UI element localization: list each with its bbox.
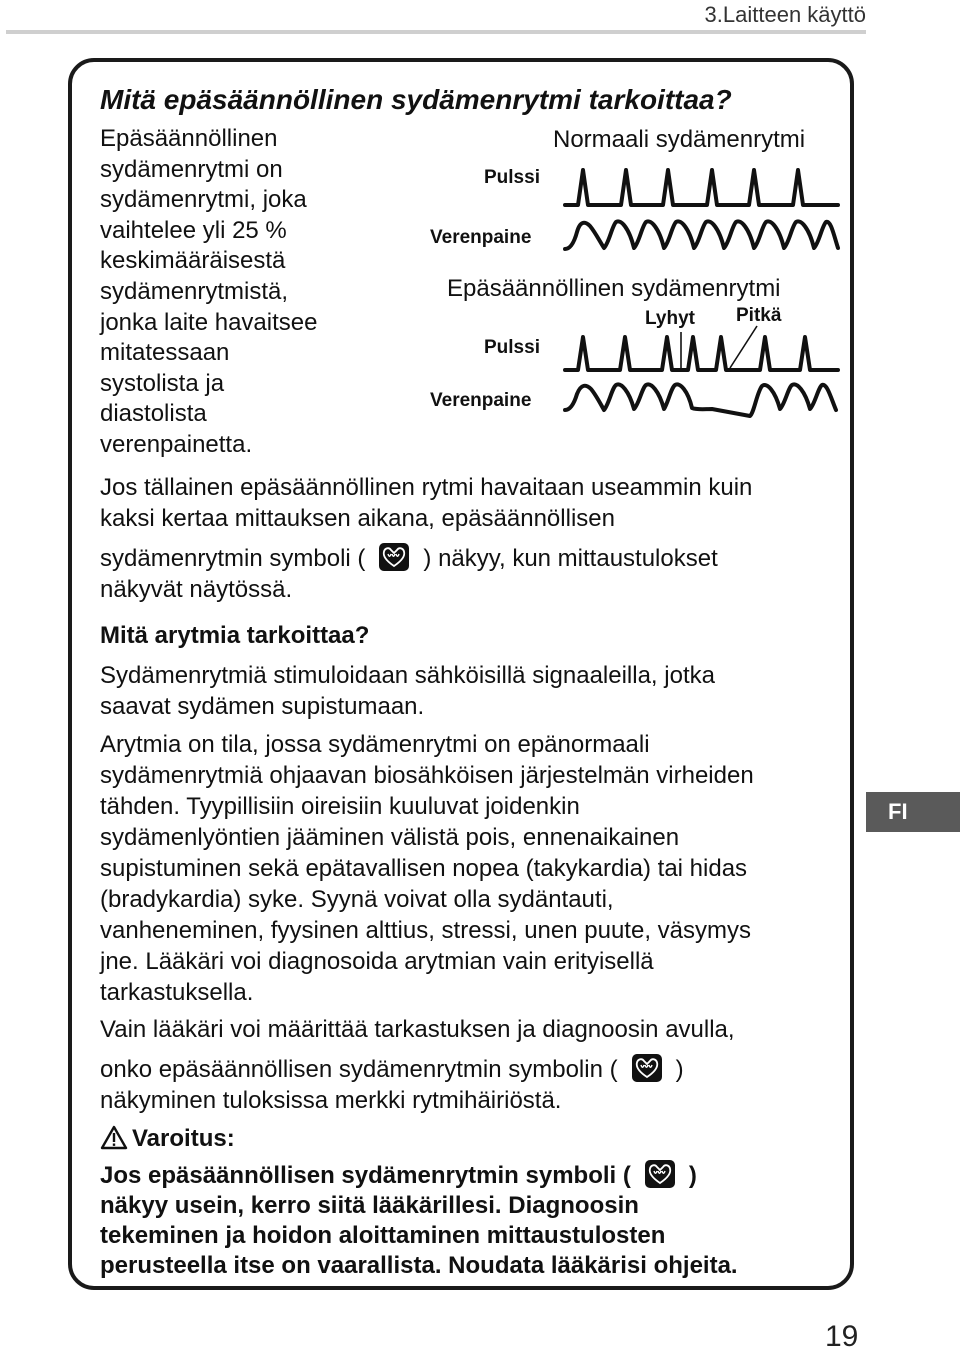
text-line: näkyminen tuloksissa merkki rytmihäiriöstä. <box>100 1087 562 1114</box>
page-number: 19 <box>825 1320 859 1353</box>
text-line: Arytmia on tila, jossa sydämenrytmi on epänormaali <box>100 731 650 758</box>
language-tab: FI <box>866 792 960 832</box>
intro-line: keskimääräisestä <box>100 247 286 275</box>
text-line-with-symbol <box>100 1054 840 1085</box>
text-line: Jos tällainen epäsäännöllinen rytmi havaitaan useammin kuin <box>100 474 753 501</box>
intro-line: sydämenrytmistä, <box>100 277 289 305</box>
intro-line: sydämenrytmi, joka <box>100 186 307 214</box>
warning-heading <box>100 1125 235 1153</box>
text-fragment: sydämenrytmin symboli ( <box>100 545 366 572</box>
text-line: supistuminen sekä epätavallisen nopea (takykardia) tai hidas <box>100 855 748 882</box>
warning-triangle-icon <box>100 1125 128 1150</box>
text-line: tekeminen ja hoidon aloittaminen mittaustulosten <box>100 1222 666 1249</box>
normal-pulse-wave <box>565 170 838 205</box>
text-fragment: Jos epäsäännöllisen sydämenrytmin symboli ( <box>100 1162 631 1189</box>
warning-title: Varoitus: <box>132 1125 235 1152</box>
text-line: tähden. Tyypillisiin oireisiin kuuluvat joidenkin <box>100 793 580 820</box>
text-fragment: ) <box>675 1056 684 1083</box>
long-interval-pointer <box>730 326 757 368</box>
intro-line: systolista ja <box>100 369 225 397</box>
rhythm-waveforms <box>0 0 960 470</box>
intro-line: Epäsäännöllinen <box>100 125 278 152</box>
irregular-pressure-label: Verenpaine <box>430 390 532 411</box>
arrhythmia-title: Mitä arytmia tarkoittaa? <box>100 622 370 649</box>
text-line: saavat sydämen supistumaan. <box>100 693 425 720</box>
irregular-pulse-label: Pulssi <box>484 337 540 358</box>
paragraph-doctor-diagnosis <box>100 1014 840 1116</box>
paragraph-stimulation <box>100 660 840 722</box>
intro-line: verenpainetta. <box>100 430 253 458</box>
text-line: sydämenrytmiä ohjaavan biosähköisen järjestelmän virheiden <box>100 762 754 789</box>
paragraph-irregular-detection <box>100 472 840 605</box>
text-line: kaksi kertaa mittauksen aikana, epäsäännöllisen <box>100 505 615 532</box>
normal-pulse-label: Pulssi <box>484 167 540 188</box>
text-line-with-symbol <box>100 543 840 574</box>
irregular-pressure-wave <box>565 384 836 416</box>
text-line: sydämenlyöntien jääminen välistä pois, ennenaikainen <box>100 824 680 851</box>
paragraph-arrhythmia-description <box>100 729 840 1008</box>
text-line: jne. Lääkäri voi diagnosoida arytmian vain erityisellä <box>100 948 654 975</box>
irregular-heartbeat-icon <box>632 1054 662 1082</box>
normal-pressure-label: Verenpaine <box>430 227 532 248</box>
normal-pressure-wave <box>565 221 838 249</box>
intro-line: jonka laite havaitsee <box>100 308 318 336</box>
text-line: Sydämenrytmiä stimuloidaan sähköisillä signaaleilla, jotka <box>100 662 715 689</box>
box-title: Mitä epäsäännöllinen sydämenrytmi tarkoittaa? <box>100 84 732 115</box>
irregular-pulse-wave <box>565 337 838 370</box>
normal-rhythm-title: Normaali sydämenrytmi <box>553 126 806 153</box>
intro-line: vaihtelee yli 25 % <box>100 216 287 244</box>
short-interval-label: Lyhyt <box>645 308 695 329</box>
intro-line: mitatessaan <box>100 339 230 367</box>
intro-line: sydämenrytmi on <box>100 155 283 183</box>
text-fragment: onko epäsäännöllisen sydämenrytmin symbolin ( <box>100 1056 618 1083</box>
text-line: näkyvät näytössä. <box>100 576 293 603</box>
text-line: näkyy usein, kerro siitä lääkärillesi. Diagnoosin <box>100 1192 639 1219</box>
text-line: vanheneminen, fyysinen alttius, stressi, unen puute, väsymys <box>100 917 751 944</box>
intro-line: diastolista <box>100 400 207 428</box>
text-line-with-symbol <box>100 1160 840 1191</box>
section-title: 3.Laitteen käyttö <box>704 2 866 27</box>
text-fragment: ) näkyy, kun mittaustulokset <box>423 545 718 572</box>
text-line: (bradykardia) syke. Syynä voivat olla sydäntauti, <box>100 886 614 913</box>
text-fragment: ) <box>688 1162 697 1189</box>
irregular-rhythm-title: Epäsäännöllinen sydämenrytmi <box>447 275 781 302</box>
long-interval-label: Pitkä <box>736 305 782 326</box>
text-line: Vain lääkäri voi määrittää tarkastuksen ja diagnoosin avulla, <box>100 1016 735 1043</box>
text-line: tarkastuksella. <box>100 979 254 1006</box>
text-line: perusteella itse on vaarallista. Noudata lääkärisi ohjeita. <box>100 1252 738 1279</box>
warning-text <box>100 1160 840 1281</box>
irregular-heartbeat-icon <box>379 543 409 571</box>
irregular-heartbeat-icon <box>645 1160 675 1188</box>
